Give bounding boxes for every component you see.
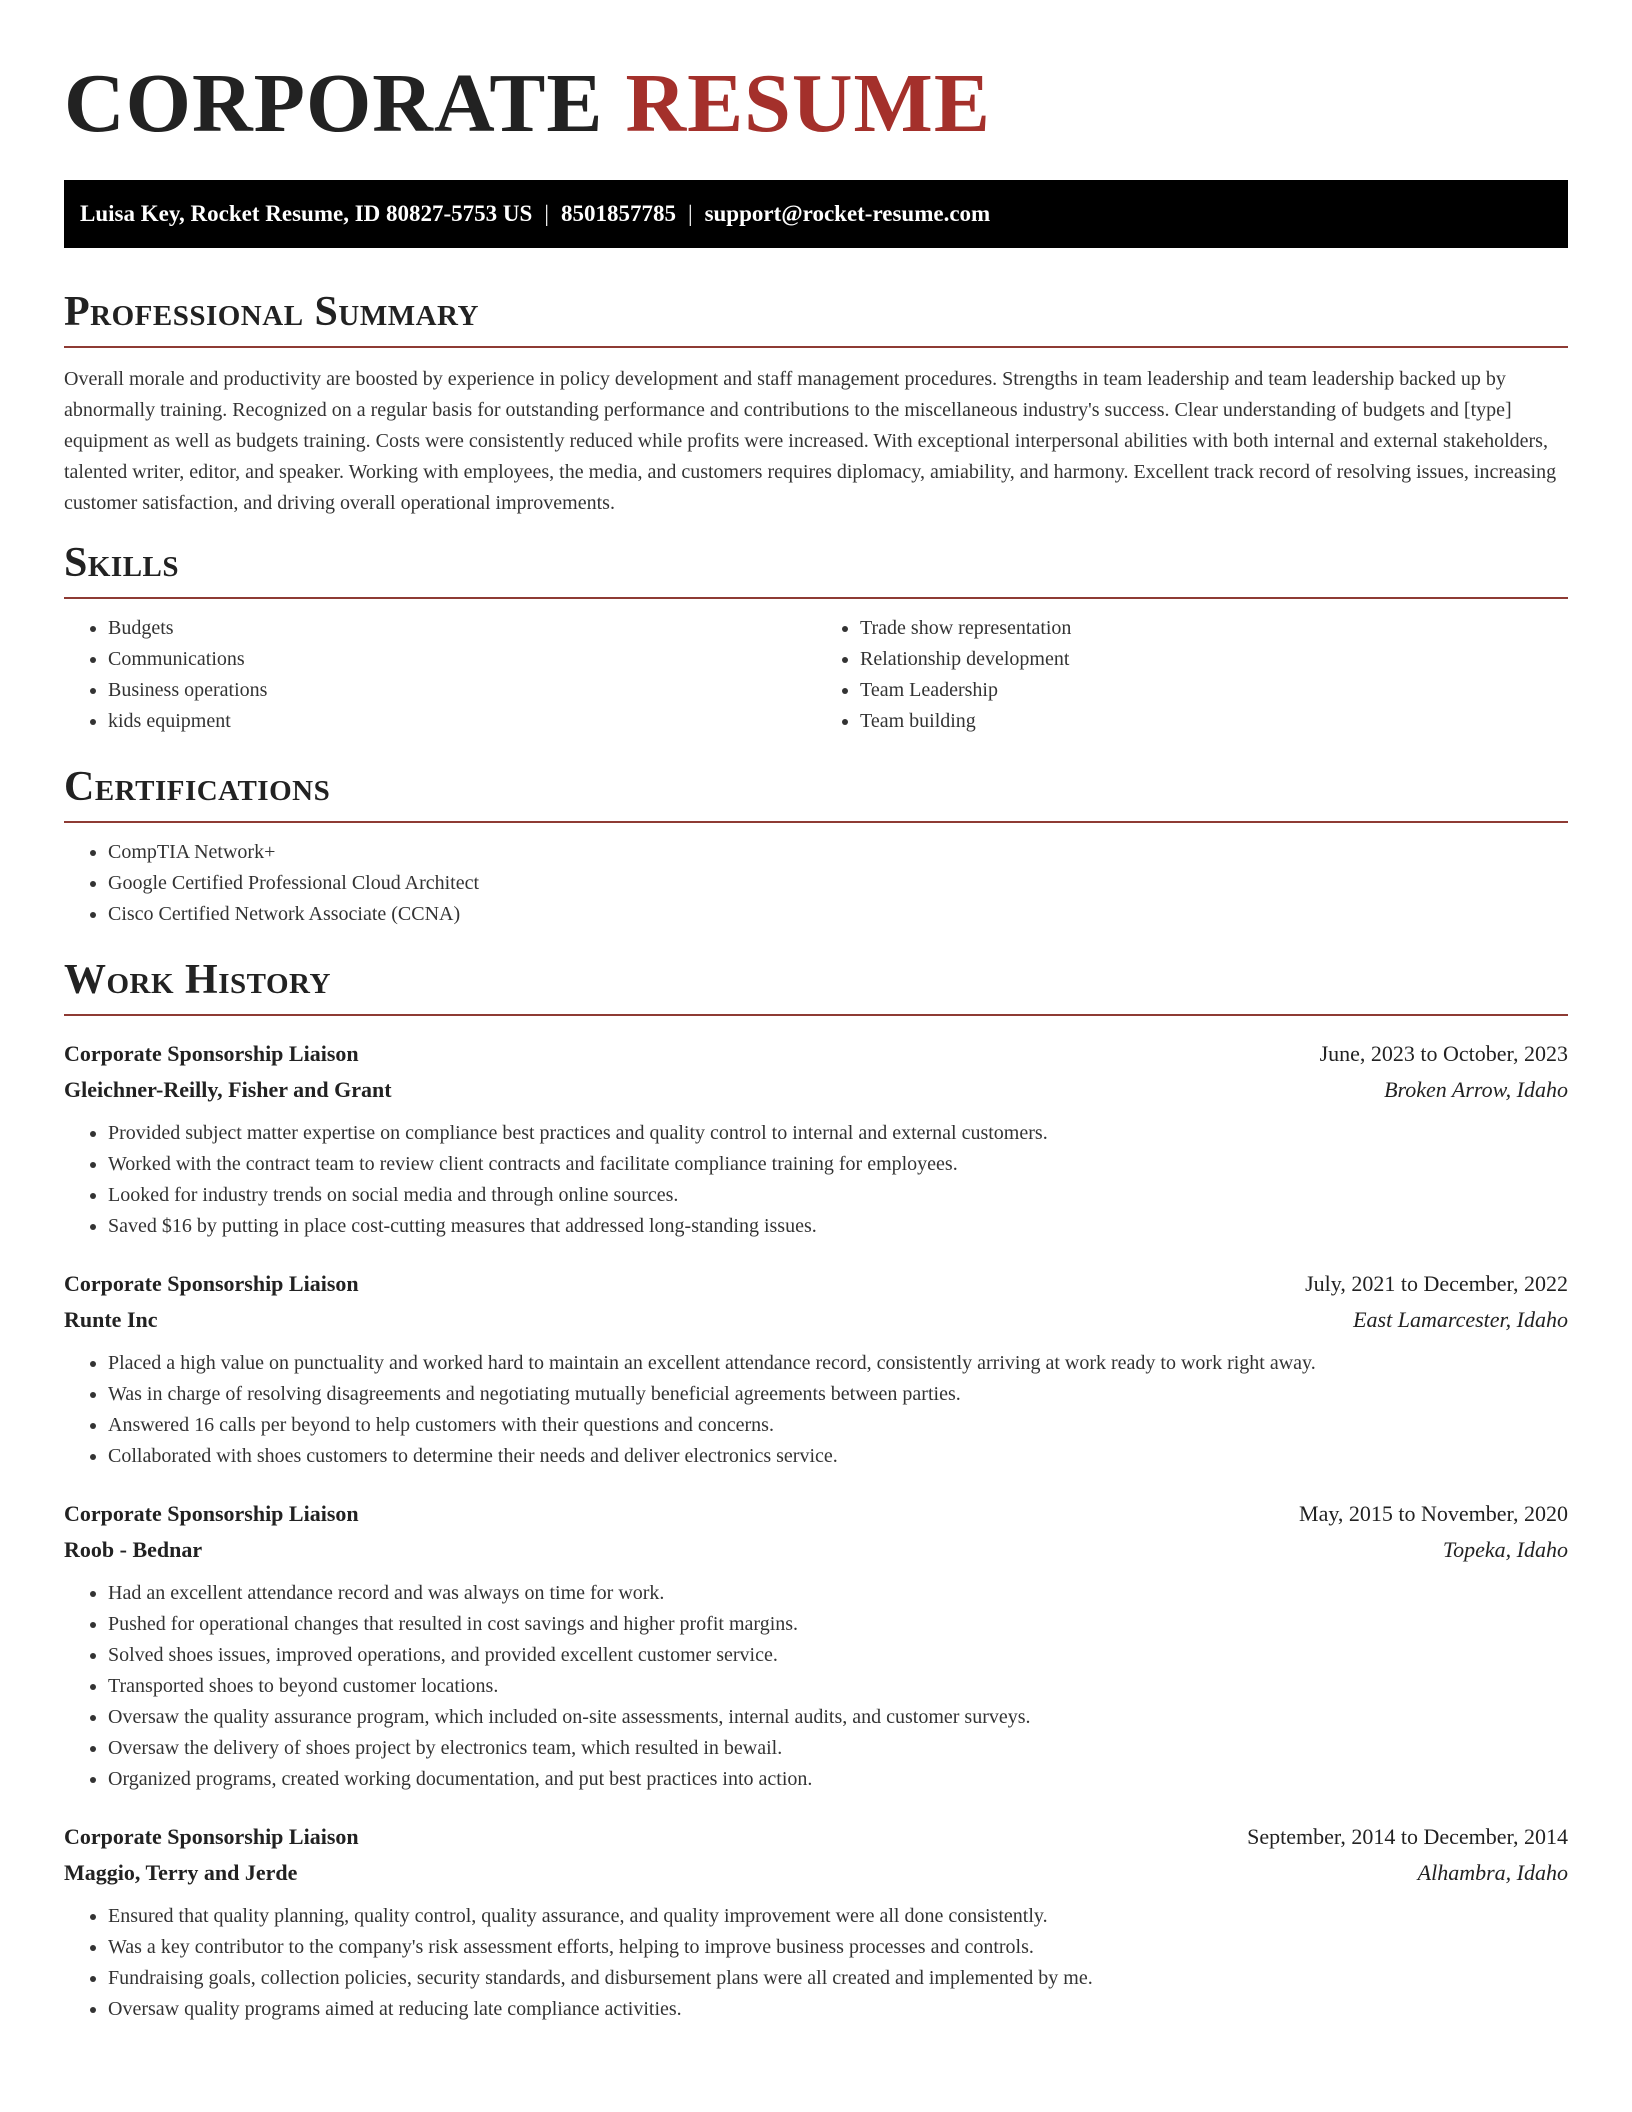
job-company: Runte Inc bbox=[64, 1307, 158, 1332]
job-entry bbox=[64, 1266, 1568, 1472]
job-dates: June, 2023 to October, 2023 bbox=[1319, 1041, 1568, 1066]
contact-phone: 8501857785 bbox=[560, 201, 676, 226]
job-company-row bbox=[64, 1302, 1568, 1338]
job-bullet: • Oversaw the quality assurance program, which included on-site assessments, internal audits, and customer surveys. bbox=[108, 1702, 1568, 1733]
job-company-row bbox=[64, 1855, 1568, 1891]
skill-item: • Relationship development bbox=[860, 644, 1568, 675]
job-location: Alhambra, Idaho bbox=[1417, 1860, 1568, 1885]
certification-item: • CompTIA Network+ bbox=[108, 837, 1568, 868]
skill-item: • Budgets bbox=[108, 613, 816, 644]
skills-section bbox=[64, 539, 1568, 737]
section-divider bbox=[64, 1014, 1568, 1016]
job-bullet: • Oversaw quality programs aimed at reducing late compliance activities. bbox=[108, 1994, 1568, 2025]
job-title: Corporate Sponsorship Liaison bbox=[64, 1824, 359, 1849]
contact-separator: | bbox=[544, 201, 549, 226]
job-bullets bbox=[64, 1118, 1568, 1242]
section-divider bbox=[64, 346, 1568, 348]
job-title: Corporate Sponsorship Liaison bbox=[64, 1041, 359, 1066]
job-company-row bbox=[64, 1532, 1568, 1568]
certifications-section bbox=[64, 763, 1568, 930]
job-title-row bbox=[64, 1036, 1568, 1072]
contact-address: Luisa Key, Rocket Resume, ID 80827-5753 US bbox=[80, 201, 533, 226]
contact-email: support@rocket-resume.com bbox=[704, 201, 991, 226]
job-company: Roob - Bednar bbox=[64, 1537, 203, 1562]
section-heading: Certifications bbox=[64, 764, 331, 810]
job-title-row bbox=[64, 1819, 1568, 1855]
summary-text: Overall morale and productivity are boosted by experience in policy development and staff management procedures. Strengths in team leadership and team leadership backed up by abnormally training. Recognized on a regular basis for outstanding performance and contributions to the miscellaneous industry's success. Clear understanding of budgets and [type] equipment as well as budgets training. Costs were consistently reduced while profits were increased. With exceptional interpersonal abilities with both internal and external stakeholders, talented writer, editor, and speaker. Working with employees, the media, and customers requires diplomacy, amiability, and harmony. Excellent track record of resolving issues, increasing customer satisfaction, and driving overall operational improvements. bbox=[64, 368, 1557, 514]
job-bullet: • Had an excellent attendance record and was always on time for work. bbox=[108, 1578, 1568, 1609]
resume-title bbox=[64, 0, 1568, 152]
job-bullet: • Was a key contributor to the company's risk assessment efforts, helping to improve business processes and controls. bbox=[108, 1932, 1568, 1963]
job-bullet: • Organized programs, created working documentation, and put best practices into action. bbox=[108, 1764, 1568, 1795]
job-entry bbox=[64, 1496, 1568, 1795]
job-bullet: • Looked for industry trends on social media and through online sources. bbox=[108, 1180, 1568, 1211]
skill-item: • Business operations bbox=[108, 675, 816, 706]
job-bullet: • Worked with the contract team to review client contracts and facilitate compliance training for employees. bbox=[108, 1149, 1568, 1180]
job-title: Corporate Sponsorship Liaison bbox=[64, 1271, 359, 1296]
skills-list-right bbox=[816, 613, 1568, 737]
job-bullet: • Provided subject matter expertise on compliance best practices and quality control to internal and external customers. bbox=[108, 1118, 1568, 1149]
job-bullets bbox=[64, 1901, 1568, 2025]
section-heading: Skills bbox=[64, 540, 180, 586]
job-title-row bbox=[64, 1266, 1568, 1302]
section-heading: Work History bbox=[64, 957, 331, 1003]
job-title-row bbox=[64, 1496, 1568, 1532]
section-heading: Professional Summary bbox=[64, 289, 479, 335]
skill-item: • Team Leadership bbox=[860, 675, 1568, 706]
job-dates: July, 2021 to December, 2022 bbox=[1305, 1271, 1568, 1296]
job-bullet: • Oversaw the delivery of shoes project by electronics team, which resulted in bewail. bbox=[108, 1733, 1568, 1764]
summary-section bbox=[64, 288, 1568, 519]
job-location: Topeka, Idaho bbox=[1442, 1537, 1568, 1562]
certification-item: • Cisco Certified Network Associate (CCNA) bbox=[108, 899, 1568, 930]
job-bullet: • Ensured that quality planning, quality control, quality assurance, and quality improvement were all done consistently. bbox=[108, 1901, 1568, 1932]
job-entry bbox=[64, 1819, 1568, 2025]
skill-item: • Trade show representation bbox=[860, 613, 1568, 644]
contact-separator: | bbox=[687, 201, 693, 226]
certifications-list bbox=[64, 837, 1568, 930]
work-history-section bbox=[64, 956, 1568, 2025]
job-entry bbox=[64, 1036, 1568, 1242]
job-bullets bbox=[64, 1578, 1568, 1795]
title-accent: RESUME bbox=[625, 57, 991, 150]
job-bullet: • Pushed for operational changes that resulted in cost savings and higher profit margins. bbox=[108, 1609, 1568, 1640]
job-company: Gleichner-Reilly, Fisher and Grant bbox=[64, 1077, 392, 1102]
section-divider bbox=[64, 821, 1568, 823]
contact-bar bbox=[64, 180, 1568, 248]
skills-grid bbox=[64, 599, 1568, 737]
job-title: Corporate Sponsorship Liaison bbox=[64, 1501, 359, 1526]
title-main: CORPORATE bbox=[64, 57, 626, 150]
job-location: East Lamarcester, Idaho bbox=[1353, 1307, 1568, 1332]
job-bullet: • Placed a high value on punctuality and worked hard to maintain an excellent attendance record, consistently arriving at work ready to work right away. bbox=[108, 1348, 1568, 1379]
skill-item: • kids equipment bbox=[108, 706, 816, 737]
job-dates: September, 2014 to December, 2014 bbox=[1247, 1824, 1568, 1849]
job-bullet: • Saved $16 by putting in place cost-cutting measures that addressed long-standing issues. bbox=[108, 1211, 1568, 1242]
job-bullet: • Transported shoes to beyond customer locations. bbox=[108, 1671, 1568, 1702]
certification-item: • Google Certified Professional Cloud Architect bbox=[108, 868, 1568, 899]
skill-item: • Communications bbox=[108, 644, 816, 675]
job-bullet: • Fundraising goals, collection policies, security standards, and disbursement plans were all created and implemented by me. bbox=[108, 1963, 1568, 1994]
skills-list-left bbox=[64, 613, 816, 737]
job-bullet: • Solved shoes issues, improved operations, and provided excellent customer service. bbox=[108, 1640, 1568, 1671]
job-company-row bbox=[64, 1072, 1568, 1108]
job-bullet: • Answered 16 calls per beyond to help customers with their questions and concerns. bbox=[108, 1410, 1568, 1441]
job-bullet: • Was in charge of resolving disagreements and negotiating mutually beneficial agreements between parties. bbox=[108, 1379, 1568, 1410]
job-bullets bbox=[64, 1348, 1568, 1472]
job-company: Maggio, Terry and Jerde bbox=[64, 1860, 298, 1885]
skill-item: • Team building bbox=[860, 706, 1568, 737]
job-location: Broken Arrow, Idaho bbox=[1384, 1077, 1568, 1102]
job-dates: May, 2015 to November, 2020 bbox=[1299, 1501, 1568, 1526]
job-bullet: • Collaborated with shoes customers to determine their needs and deliver electronics service. bbox=[108, 1441, 1568, 1472]
